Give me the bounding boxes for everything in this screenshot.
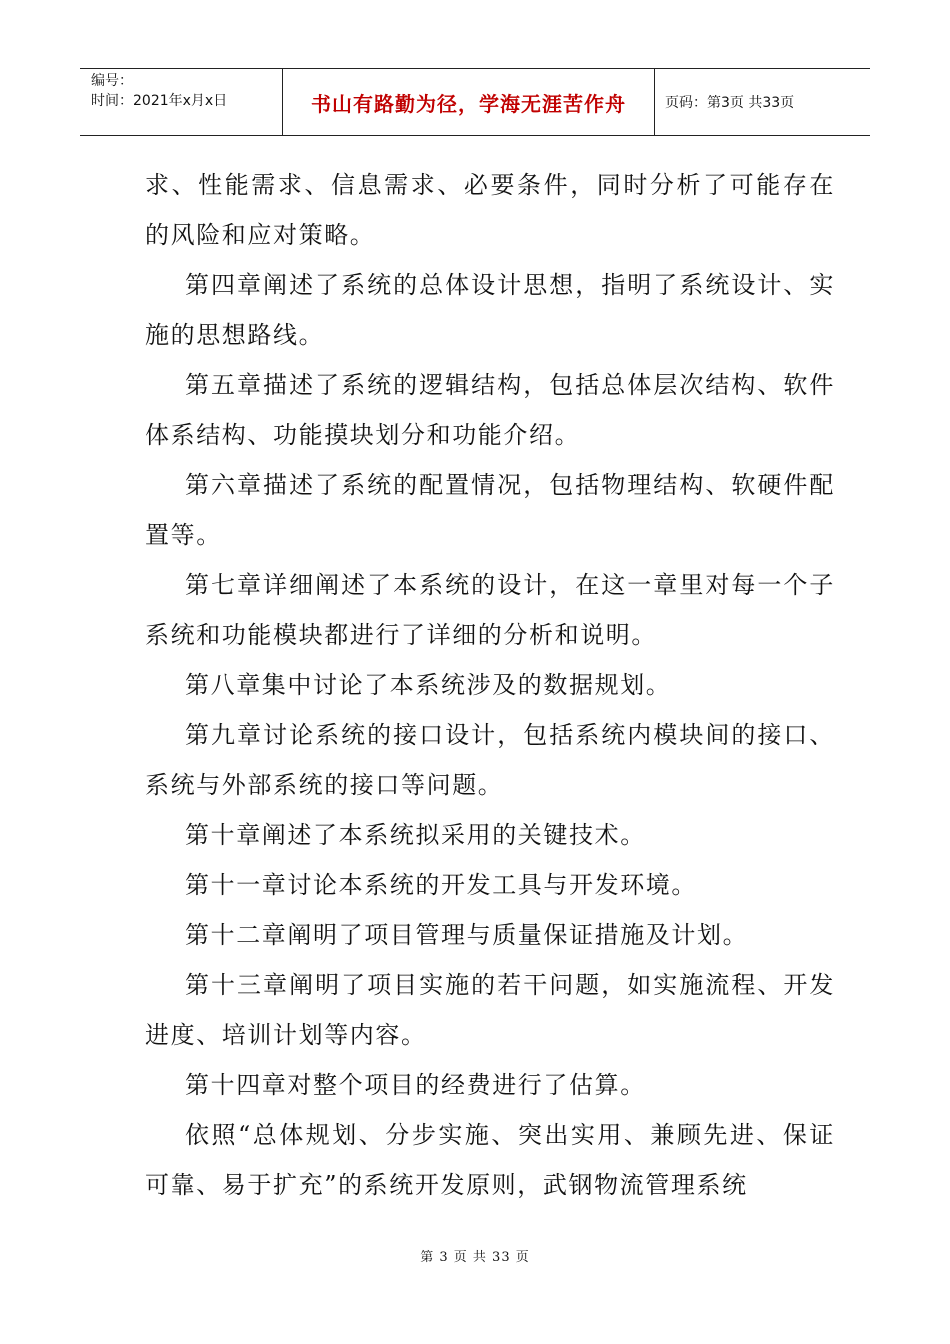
- paragraph: 第四章阐述了系统的总体设计思想，指明了系统设计、实施的思想路线。: [145, 271, 835, 349]
- header-meta: [80, 69, 283, 135]
- serial-number-label: 编号：: [91, 73, 133, 89]
- date-label: 时间：2021年x月x日: [91, 93, 228, 109]
- paragraph: 第九章讨论系统的接口设计，包括系统内模块间的接口、系统与外部系统的接口等问题。: [145, 721, 835, 799]
- paragraph: 第五章描述了系统的逻辑结构，包括总体层次结构、软件体系结构、功能摸块划分和功能介绍。: [145, 371, 835, 449]
- paragraph: 第十四章对整个项目的经费进行了估算。: [185, 1071, 646, 1099]
- paragraph: 第十三章阐明了项目实施的若干问题，如实施流程、开发进度、培训计划等内容。: [145, 971, 835, 1049]
- paragraph: 第十章阐述了本系统拟采用的关键技术。: [185, 821, 646, 849]
- page-footer: 第 3 页 共 33 页: [420, 1250, 530, 1265]
- header-page-number: 页码：第3页 共33页: [665, 95, 795, 111]
- paragraph: 求、性能需求、信息需求、必要条件，同时分析了可能存在的风险和应对策略。: [145, 171, 835, 249]
- document-body: [145, 160, 835, 1210]
- paragraph: 第八章集中讨论了本系统涉及的数据规划。: [185, 671, 672, 699]
- header-motto: 书山有路勤为径，学海无涯苦作舟: [283, 69, 655, 135]
- page-header: [80, 68, 870, 136]
- paragraph: 第七章详细阐述了本系统的设计，在这一章里对每一个子系统和功能模块都进行了详细的分析和说明。: [145, 571, 835, 649]
- paragraph: 第六章描述了系统的配置情况，包括物理结构、软硬件配置等。: [145, 471, 835, 549]
- paragraph: 第十二章阐明了项目管理与质量保证措施及计划。: [185, 921, 749, 949]
- paragraph: 第十一章讨论本系统的开发工具与开发环境。: [185, 871, 697, 899]
- paragraph: 依照“总体规划、分步实施、突出实用、兼顾先进、保证可靠、易于扩充”的系统开发原则，武钢物流管理系统: [145, 1121, 835, 1199]
